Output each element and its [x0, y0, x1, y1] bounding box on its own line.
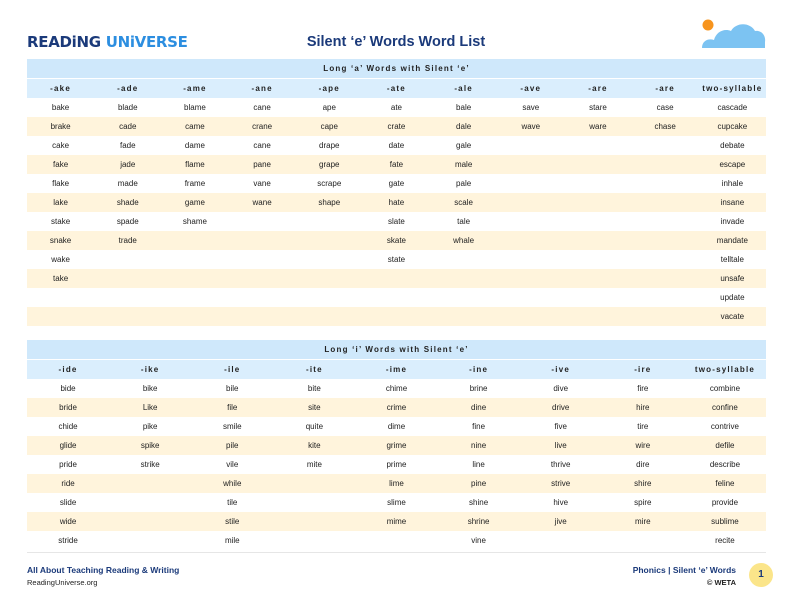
word-cell: kite: [273, 436, 355, 455]
word-cell: telltale: [699, 250, 766, 269]
word-cell: [273, 512, 355, 531]
word-cell: [109, 493, 191, 512]
word-cell: [430, 307, 497, 326]
word-cell: spade: [94, 212, 161, 231]
word-cell: cake: [27, 136, 94, 155]
column-header: two-syllable: [699, 79, 766, 99]
word-cell: [497, 231, 564, 250]
column-header: -are: [632, 79, 699, 99]
word-cell: chide: [27, 417, 109, 436]
column-header: -ave: [497, 79, 564, 99]
word-cell: dive: [520, 379, 602, 398]
word-cell: [632, 307, 699, 326]
word-cell: [229, 288, 296, 307]
word-cell: [564, 136, 631, 155]
word-cell: insane: [699, 193, 766, 212]
word-cell: [161, 269, 228, 288]
table-row: [27, 307, 766, 326]
word-cell: [27, 288, 94, 307]
word-cell: [229, 231, 296, 250]
word-cell: [363, 307, 430, 326]
column-header: -ate: [363, 79, 430, 99]
word-cell: provide: [684, 493, 766, 512]
word-cell: strive: [520, 474, 602, 493]
long-i-word-table: [27, 340, 766, 550]
word-cell: dale: [430, 117, 497, 136]
word-cell: vacate: [699, 307, 766, 326]
word-cell: dine: [438, 398, 520, 417]
word-cell: unsafe: [699, 269, 766, 288]
table-row: [27, 436, 766, 455]
word-cell: prime: [355, 455, 437, 474]
word-cell: [94, 250, 161, 269]
word-cell: [109, 474, 191, 493]
header-row: [27, 360, 766, 380]
word-cell: site: [273, 398, 355, 417]
column-header: -ile: [191, 360, 273, 380]
word-cell: [632, 288, 699, 307]
word-cell: state: [363, 250, 430, 269]
word-cell: confine: [684, 398, 766, 417]
word-cell: vine: [438, 531, 520, 550]
column-header: two-syllable: [684, 360, 766, 380]
section-title-row: [27, 340, 766, 360]
word-cell: ate: [363, 98, 430, 117]
word-cell: male: [430, 155, 497, 174]
column-header: -ive: [520, 360, 602, 380]
word-cell: thrive: [520, 455, 602, 474]
logo-text-universe: UNiVERSE: [105, 33, 188, 51]
word-cell: [632, 269, 699, 288]
word-cell: [497, 155, 564, 174]
word-cell: lime: [355, 474, 437, 493]
word-cell: stile: [191, 512, 273, 531]
word-cell: [497, 288, 564, 307]
word-cell: inhale: [699, 174, 766, 193]
word-cell: [273, 493, 355, 512]
column-header: -ape: [296, 79, 363, 99]
word-cell: [27, 307, 94, 326]
word-cell: bake: [27, 98, 94, 117]
word-cell: cade: [94, 117, 161, 136]
word-cell: pride: [27, 455, 109, 474]
word-cell: [497, 193, 564, 212]
column-header: -ite: [273, 360, 355, 380]
word-cell: dame: [161, 136, 228, 155]
word-cell: fire: [602, 379, 684, 398]
word-cell: gale: [430, 136, 497, 155]
sun-cloud-icon: [698, 14, 768, 50]
word-cell: [564, 250, 631, 269]
word-cell: fine: [438, 417, 520, 436]
word-cell: describe: [684, 455, 766, 474]
word-cell: recite: [684, 531, 766, 550]
word-cell: ape: [296, 98, 363, 117]
word-cell: brake: [27, 117, 94, 136]
footer-site-link[interactable]: ReadingUniverse.org: [27, 578, 98, 587]
word-cell: case: [632, 98, 699, 117]
word-cell: [497, 307, 564, 326]
word-cell: chime: [355, 379, 437, 398]
word-cell: [109, 531, 191, 550]
word-cell: fate: [363, 155, 430, 174]
column-header: -ame: [161, 79, 228, 99]
word-cell: tile: [191, 493, 273, 512]
word-cell: [430, 250, 497, 269]
word-cell: blame: [161, 98, 228, 117]
table-row: [27, 231, 766, 250]
column-header: -ine: [438, 360, 520, 380]
column-header: -ime: [355, 360, 437, 380]
word-cell: skate: [363, 231, 430, 250]
long-a-word-table: [27, 59, 766, 326]
word-cell: hire: [602, 398, 684, 417]
word-cell: [161, 288, 228, 307]
word-cell: made: [94, 174, 161, 193]
word-cell: game: [161, 193, 228, 212]
table-row: [27, 398, 766, 417]
word-cell: bite: [273, 379, 355, 398]
word-cell: [497, 174, 564, 193]
word-cell: [229, 269, 296, 288]
word-cell: update: [699, 288, 766, 307]
word-cell: gate: [363, 174, 430, 193]
word-cell: jade: [94, 155, 161, 174]
word-cell: ride: [27, 474, 109, 493]
table-row: [27, 174, 766, 193]
column-header: -ale: [430, 79, 497, 99]
header-row: [27, 79, 766, 99]
word-cell: mile: [191, 531, 273, 550]
word-cell: grime: [355, 436, 437, 455]
word-cell: frame: [161, 174, 228, 193]
word-cell: dime: [355, 417, 437, 436]
word-cell: pine: [438, 474, 520, 493]
word-cell: defile: [684, 436, 766, 455]
table-row: [27, 98, 766, 117]
word-cell: [363, 288, 430, 307]
word-cell: shade: [94, 193, 161, 212]
word-cell: [632, 250, 699, 269]
word-cell: [520, 531, 602, 550]
word-cell: cane: [229, 136, 296, 155]
column-header: -ane: [229, 79, 296, 99]
table-row: [27, 136, 766, 155]
word-cell: crane: [229, 117, 296, 136]
column-header: -ide: [27, 360, 109, 380]
word-cell: pane: [229, 155, 296, 174]
word-cell: [564, 193, 631, 212]
column-header: -ade: [94, 79, 161, 99]
word-cell: [229, 307, 296, 326]
page-title: Silent ‘e’ Words Word List: [306, 34, 486, 50]
word-cell: [497, 136, 564, 155]
word-cell: [430, 288, 497, 307]
table-row: [27, 212, 766, 231]
word-cell: [161, 250, 228, 269]
table-row: [27, 531, 766, 550]
word-cell: debate: [699, 136, 766, 155]
section-title: Long ‘a’ Words with Silent ‘e’: [27, 59, 766, 79]
word-cell: wake: [27, 250, 94, 269]
sun-shape: [703, 20, 714, 31]
word-cell: [296, 250, 363, 269]
word-cell: [632, 193, 699, 212]
table-row: [27, 117, 766, 136]
word-cell: take: [27, 269, 94, 288]
word-cell: glide: [27, 436, 109, 455]
word-cell: [564, 231, 631, 250]
word-cell: save: [497, 98, 564, 117]
word-cell: shape: [296, 193, 363, 212]
word-cell: quite: [273, 417, 355, 436]
word-cell: lake: [27, 193, 94, 212]
word-cell: drive: [520, 398, 602, 417]
table-row: [27, 379, 766, 398]
word-cell: while: [191, 474, 273, 493]
word-cell: feline: [684, 474, 766, 493]
word-cell: slate: [363, 212, 430, 231]
word-cell: [296, 212, 363, 231]
table-row: [27, 288, 766, 307]
word-cell: pale: [430, 174, 497, 193]
word-cell: line: [438, 455, 520, 474]
word-cell: [430, 269, 497, 288]
word-cell: [497, 212, 564, 231]
word-cell: [296, 307, 363, 326]
word-cell: scale: [430, 193, 497, 212]
word-cell: [564, 174, 631, 193]
word-cell: [109, 512, 191, 531]
table-row: [27, 455, 766, 474]
word-cell: [273, 531, 355, 550]
word-cell: mandate: [699, 231, 766, 250]
section-title-row: [27, 59, 766, 79]
word-cell: [363, 269, 430, 288]
word-cell: jive: [520, 512, 602, 531]
word-cell: [497, 250, 564, 269]
word-cell: mite: [273, 455, 355, 474]
word-cell: five: [520, 417, 602, 436]
word-cell: mime: [355, 512, 437, 531]
word-cell: crime: [355, 398, 437, 417]
word-cell: [161, 231, 228, 250]
footer-tagline: All About Teaching Reading & Writing: [27, 565, 180, 575]
word-cell: [296, 231, 363, 250]
word-cell: [602, 531, 684, 550]
word-cell: cape: [296, 117, 363, 136]
word-cell: [94, 269, 161, 288]
word-cell: vile: [191, 455, 273, 474]
word-cell: [161, 307, 228, 326]
word-cell: bride: [27, 398, 109, 417]
word-cell: wave: [497, 117, 564, 136]
page-number-badge: 1: [749, 563, 773, 587]
word-cell: slide: [27, 493, 109, 512]
logo-text-reading: READiNG: [27, 33, 106, 51]
column-header: -ake: [27, 79, 94, 99]
word-cell: combine: [684, 379, 766, 398]
word-cell: shame: [161, 212, 228, 231]
footer-copyright: © WETA: [706, 578, 736, 587]
section-title: Long ‘i’ Words with Silent ‘e’: [27, 340, 766, 360]
word-cell: [273, 474, 355, 493]
word-cell: fade: [94, 136, 161, 155]
word-cell: date: [363, 136, 430, 155]
word-cell: tire: [602, 417, 684, 436]
word-cell: [564, 212, 631, 231]
column-header: -ike: [109, 360, 191, 380]
word-cell: pile: [191, 436, 273, 455]
table-row: [27, 269, 766, 288]
column-header: -are: [564, 79, 631, 99]
word-cell: flame: [161, 155, 228, 174]
word-cell: wire: [602, 436, 684, 455]
word-cell: bale: [430, 98, 497, 117]
word-cell: cascade: [699, 98, 766, 117]
column-header: -ire: [602, 360, 684, 380]
word-cell: bike: [109, 379, 191, 398]
word-cell: stride: [27, 531, 109, 550]
word-cell: drape: [296, 136, 363, 155]
word-cell: mire: [602, 512, 684, 531]
word-cell: bile: [191, 379, 273, 398]
footer-divider: [27, 552, 766, 553]
word-cell: contrive: [684, 417, 766, 436]
word-cell: [632, 174, 699, 193]
word-cell: [296, 288, 363, 307]
word-cell: flake: [27, 174, 94, 193]
word-cell: shire: [602, 474, 684, 493]
word-cell: pike: [109, 417, 191, 436]
word-cell: blade: [94, 98, 161, 117]
word-cell: shine: [438, 493, 520, 512]
word-cell: snake: [27, 231, 94, 250]
word-cell: [229, 212, 296, 231]
word-cell: [632, 212, 699, 231]
word-cell: spire: [602, 493, 684, 512]
word-cell: tale: [430, 212, 497, 231]
table-row: [27, 155, 766, 174]
word-cell: scrape: [296, 174, 363, 193]
word-cell: [632, 136, 699, 155]
word-cell: stake: [27, 212, 94, 231]
word-cell: dire: [602, 455, 684, 474]
word-cell: [564, 288, 631, 307]
word-cell: [497, 269, 564, 288]
word-cell: cane: [229, 98, 296, 117]
word-cell: [632, 155, 699, 174]
word-cell: grape: [296, 155, 363, 174]
word-cell: cupcake: [699, 117, 766, 136]
word-cell: wide: [27, 512, 109, 531]
word-cell: shrine: [438, 512, 520, 531]
word-cell: hive: [520, 493, 602, 512]
word-cell: crate: [363, 117, 430, 136]
word-cell: strike: [109, 455, 191, 474]
word-cell: [355, 531, 437, 550]
word-cell: bide: [27, 379, 109, 398]
word-cell: live: [520, 436, 602, 455]
word-cell: sublime: [684, 512, 766, 531]
word-cell: spike: [109, 436, 191, 455]
table-row: [27, 493, 766, 512]
word-cell: file: [191, 398, 273, 417]
word-cell: brine: [438, 379, 520, 398]
word-cell: invade: [699, 212, 766, 231]
table-row: [27, 193, 766, 212]
word-cell: [94, 307, 161, 326]
word-cell: chase: [632, 117, 699, 136]
table-row: [27, 512, 766, 531]
table-row: [27, 474, 766, 493]
word-cell: escape: [699, 155, 766, 174]
word-cell: Like: [109, 398, 191, 417]
word-cell: smile: [191, 417, 273, 436]
word-cell: [632, 231, 699, 250]
word-cell: ware: [564, 117, 631, 136]
word-cell: stare: [564, 98, 631, 117]
word-cell: [564, 155, 631, 174]
table-row: [27, 417, 766, 436]
word-cell: [229, 250, 296, 269]
word-cell: fake: [27, 155, 94, 174]
word-cell: [564, 307, 631, 326]
word-cell: [94, 288, 161, 307]
word-cell: whale: [430, 231, 497, 250]
word-cell: trade: [94, 231, 161, 250]
word-cell: [564, 269, 631, 288]
word-cell: hate: [363, 193, 430, 212]
word-cell: nine: [438, 436, 520, 455]
table-row: [27, 250, 766, 269]
word-cell: came: [161, 117, 228, 136]
word-cell: slime: [355, 493, 437, 512]
word-cell: vane: [229, 174, 296, 193]
word-cell: wane: [229, 193, 296, 212]
word-cell: [296, 269, 363, 288]
footer-category: Phonics | Silent ‘e’ Words: [632, 565, 736, 575]
